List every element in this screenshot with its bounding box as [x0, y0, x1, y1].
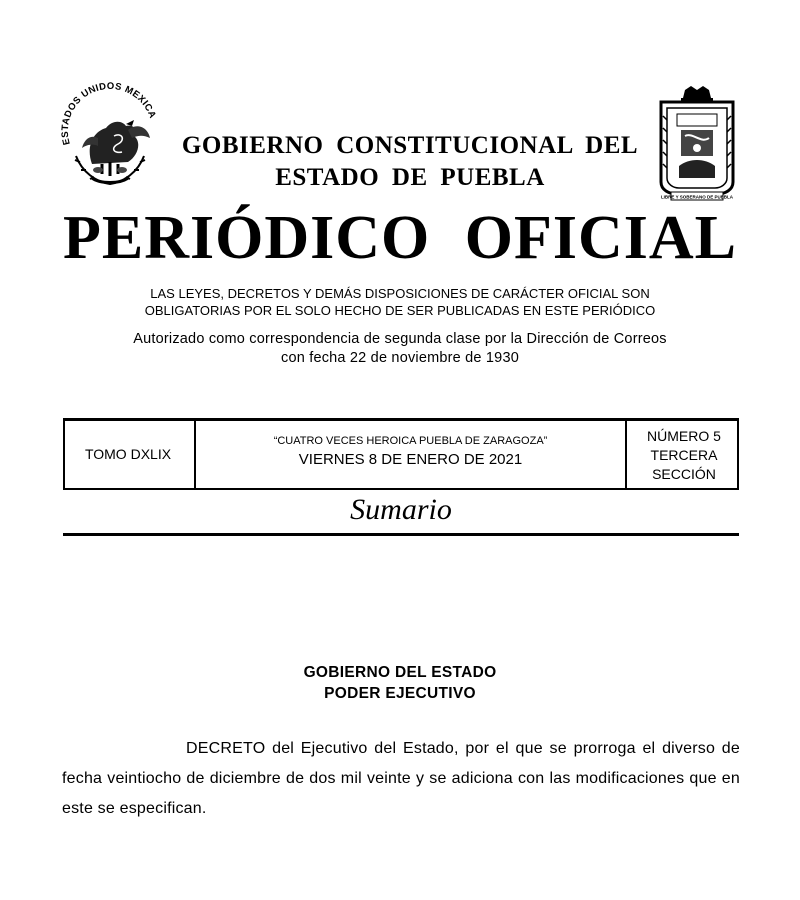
info-bar-divider-2	[625, 421, 627, 488]
government-title-line1: GOBIERNO CONSTITUCIONAL DEL	[181, 132, 639, 159]
government-title-line2: ESTADO DE PUEBLA	[275, 164, 545, 191]
seal-arc-text: ESTADOS UNIDOS MEXICA	[59, 80, 158, 146]
eagle-seal-icon	[52, 78, 168, 194]
section-heading-line1: GOBIERNO DEL ESTADO	[303, 664, 497, 681]
legal-notice	[60, 285, 740, 319]
sumario-heading: Sumario	[350, 493, 452, 526]
periodical-title: PERIÓDICO OFICIAL	[62, 204, 737, 272]
shield-motto-text: LIBRE Y SOBERANO DE PUEBLA	[660, 194, 734, 200]
decree-summary-paragraph: DECRETO del Ejecutivo del Estado, por el que se prorroga el diverso de fecha veintiocho de diciembre de dos mil veinte y se adiciona con las modificaciones que en este se especifican.	[62, 740, 740, 817]
sumario-bottom-rule	[63, 533, 739, 536]
info-bar-bottom-rule	[63, 488, 739, 490]
puebla-shield-icon	[655, 86, 739, 202]
section-label-line1: TERCERA	[650, 447, 718, 463]
info-bar-divider-1	[194, 421, 196, 488]
legal-notice-line2: OBLIGATORIAS POR EL SOLO HECHO DE SER PUBLICADAS EN ESTE PERIÓDICO	[144, 303, 656, 318]
info-bar-top-rule	[63, 418, 739, 421]
tomo-label: TOMO DXLIX	[84, 446, 172, 462]
section-heading-line2: PODER EJECUTIVO	[324, 685, 476, 702]
section-heading	[60, 662, 740, 704]
city-motto: “CUATRO VECES HEROICA PUEBLA DE ZARAGOZA”	[273, 435, 548, 447]
issue-number	[629, 427, 739, 484]
mail-authorization	[60, 330, 740, 368]
puebla-shield-seal	[655, 86, 739, 202]
mail-authorization-line2: con fecha 22 de noviembre de 1930	[281, 350, 519, 366]
publication-date: VIERNES 8 DE ENERO DE 2021	[298, 451, 523, 468]
legal-notice-line1: LAS LEYES, DECRETOS Y DEMÁS DISPOSICIONES DE CARÁCTER OFICIAL SON	[150, 286, 650, 301]
mexico-coat-of-arms-seal	[52, 78, 168, 194]
mail-authorization-line1: Autorizado como correspondencia de segunda clase por la Dirección de Correos	[133, 331, 667, 347]
section-label-line2: SECCIÓN	[652, 466, 716, 482]
issue-number-label: NÚMERO 5	[647, 428, 721, 444]
